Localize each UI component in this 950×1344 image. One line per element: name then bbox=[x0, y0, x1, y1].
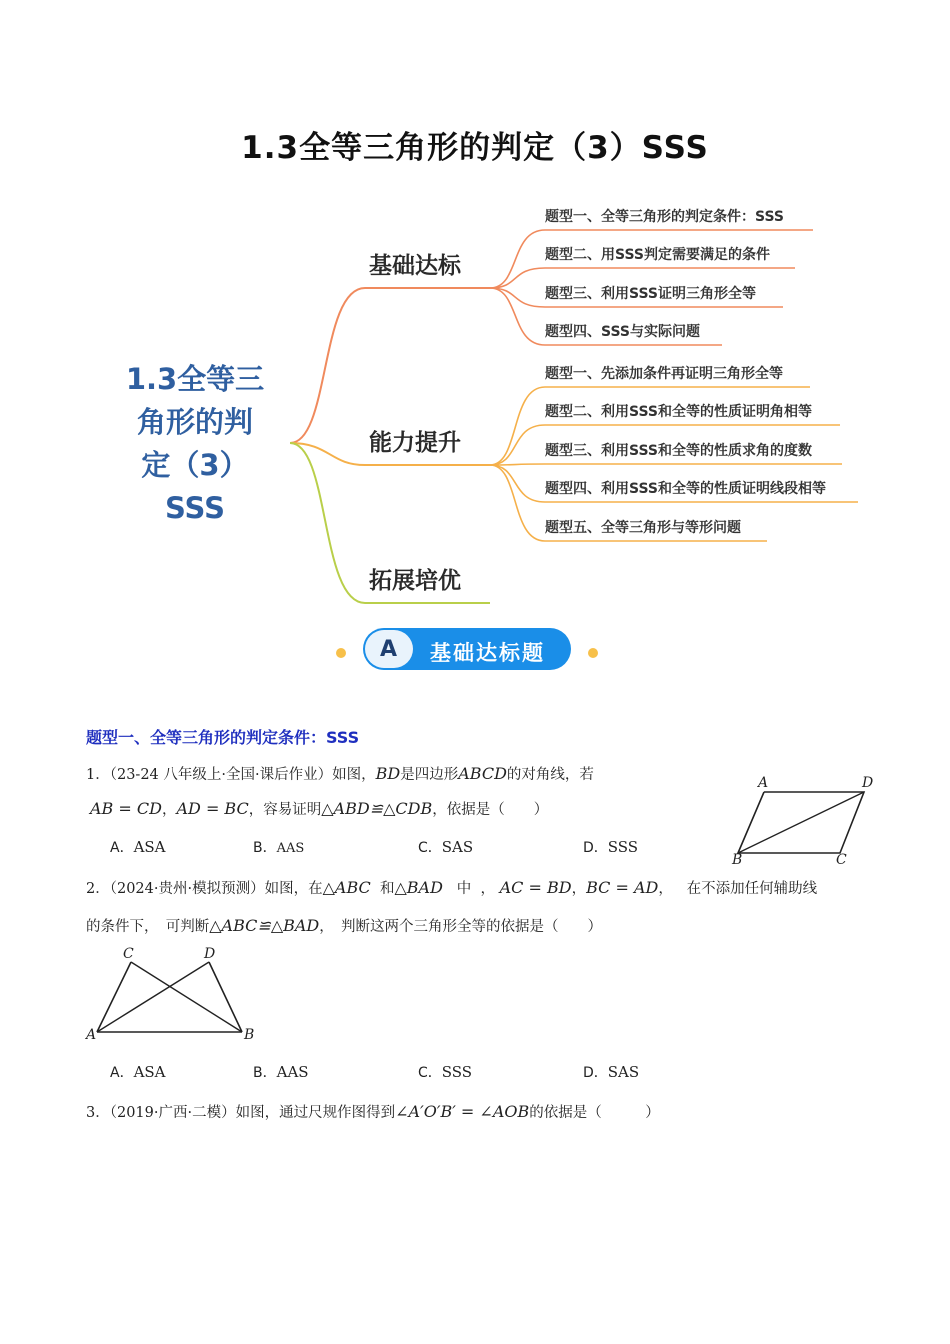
q1-cond1: AB = CD bbox=[90, 799, 162, 818]
q3-line1 bbox=[86, 1101, 660, 1122]
leaf-basic-1: 题型一、全等三角形的判定条件：SSS bbox=[545, 209, 784, 225]
leaf-ability-4: 题型四、利用SSS和全等的性质证明线段相等 bbox=[545, 481, 826, 497]
q3-number: 3． bbox=[86, 1105, 110, 1121]
q2-cond2: BC = AD bbox=[586, 878, 659, 897]
q1-end: 的对角线，若 bbox=[506, 767, 594, 783]
q1-option-b[interactable]: B．AAS bbox=[253, 840, 305, 856]
q1-source: （23-24 八年级上·全国·课后作业）如图， bbox=[109, 767, 376, 783]
q2-triangle1: △ABC bbox=[322, 878, 371, 897]
q2-line2 bbox=[86, 915, 602, 936]
q1-bd: BD bbox=[375, 764, 401, 783]
q1-line2-text: ，容易证明 bbox=[248, 802, 322, 818]
q1-option-d[interactable]: D．SSS bbox=[583, 838, 639, 856]
q1-option-a[interactable]: A．ASA bbox=[110, 838, 166, 856]
q2-and: 和 bbox=[379, 881, 395, 897]
q2-line1: 2．（2024·贵州·模拟预测）如图，在△ABC 和△BAD 中 ， AC = BD，BC = AD， 在不添加任何辅助线 bbox=[86, 878, 818, 897]
q2-option-a[interactable]: A．ASA bbox=[110, 1063, 166, 1081]
q1-label-b: B bbox=[732, 852, 743, 868]
q1-line1 bbox=[86, 763, 594, 784]
banner-title: 基础达标题 bbox=[430, 641, 545, 665]
q2-congruence: △ABC≌△BAD bbox=[209, 916, 320, 935]
q2-label-b: B bbox=[244, 1027, 255, 1043]
q2-option-c[interactable]: C．SSS bbox=[418, 1063, 473, 1081]
leaf-basic-4: 题型四、SSS与实际问题 bbox=[545, 324, 700, 340]
q1-congruence: △ABD≌△CDB bbox=[321, 799, 433, 818]
q1-abcd: ABCD bbox=[458, 764, 507, 783]
leaf-ability-2: 题型二、利用SSS和全等的性质证明角相等 bbox=[545, 404, 812, 420]
q2-source: （2024·贵州·模拟预测）如图，在 bbox=[109, 881, 323, 897]
q1-comma: ， bbox=[161, 802, 177, 818]
page-title: 1.3全等三角形的判定（3）SSS bbox=[241, 130, 709, 166]
leaf-basic-2: 题型二、用SSS判定需要满足的条件 bbox=[545, 247, 770, 263]
q2-number: 2． bbox=[86, 881, 110, 897]
branch-extend: 拓展培优 bbox=[369, 568, 461, 594]
root-line: 定（3） bbox=[141, 448, 249, 482]
root-line: SSS bbox=[164, 491, 226, 525]
q2-line2b: ， 判断这两个三角形全等的依据是（ ） bbox=[319, 919, 603, 935]
mindmap-connectors bbox=[0, 0, 950, 640]
q1-line2 bbox=[90, 798, 548, 819]
q3-source: （2019·广西·二模）如图，通过尺规作图得到 bbox=[109, 1105, 396, 1121]
branch-ability: 能力提升 bbox=[369, 430, 461, 456]
q1-cond2: AD = BC bbox=[176, 799, 249, 818]
q1-number: 1． bbox=[86, 767, 110, 783]
q2-cond1: AC = BD bbox=[499, 878, 572, 897]
q1-figure-parallelogram bbox=[730, 770, 880, 870]
q1-label-a: A bbox=[758, 775, 769, 791]
branch-basic: 基础达标 bbox=[369, 253, 461, 279]
q3-expression: ∠A′O′B′ = ∠AOB bbox=[395, 1102, 530, 1121]
connector-ability-3 bbox=[490, 464, 842, 465]
leaf-ability-1: 题型一、先添加条件再证明三角形全等 bbox=[545, 366, 783, 382]
q1-option-c[interactable]: C．SAS bbox=[418, 838, 474, 856]
q3-end: 的依据是（ ） bbox=[529, 1105, 660, 1121]
connector-root-to-basic bbox=[290, 288, 490, 443]
mindmap-root bbox=[110, 358, 280, 530]
root-line: 角形的判 bbox=[136, 405, 253, 439]
q2-option-d[interactable]: D．SAS bbox=[583, 1063, 640, 1081]
leaf-basic-3: 题型三、利用SSS证明三角形全等 bbox=[545, 286, 756, 302]
q2-option-b[interactable]: B．AAS bbox=[253, 1063, 309, 1081]
leaf-ability-5: 题型五、全等三角形与等形问题 bbox=[545, 520, 741, 536]
q2-figure-triangles bbox=[85, 945, 265, 1045]
leaf-ability-3: 题型三、利用SSS和全等的性质求角的度数 bbox=[545, 443, 812, 459]
q2-triangle2: △BAD bbox=[394, 878, 443, 897]
section-heading: 题型一、全等三角形的判定条件：SSS bbox=[86, 728, 360, 747]
q1-line2-end: ，依据是（ ） bbox=[432, 802, 549, 818]
q2-tail: 在不添加任何辅助线 bbox=[686, 881, 818, 897]
q2-line2a: 的条件下， 可判断 bbox=[86, 919, 210, 935]
q2-zhong: 中 bbox=[456, 881, 472, 897]
q1-mid: 是四边形 bbox=[400, 767, 459, 783]
q2-label-a: A bbox=[86, 1027, 97, 1043]
q2-label-d: D bbox=[204, 946, 216, 962]
q1-label-c: C bbox=[836, 852, 847, 868]
q1-label-d: D bbox=[862, 775, 874, 791]
q2-label-c: C bbox=[123, 946, 134, 962]
banner-letter: A bbox=[380, 637, 398, 662]
root-line: 1.3全等三 bbox=[125, 362, 265, 396]
